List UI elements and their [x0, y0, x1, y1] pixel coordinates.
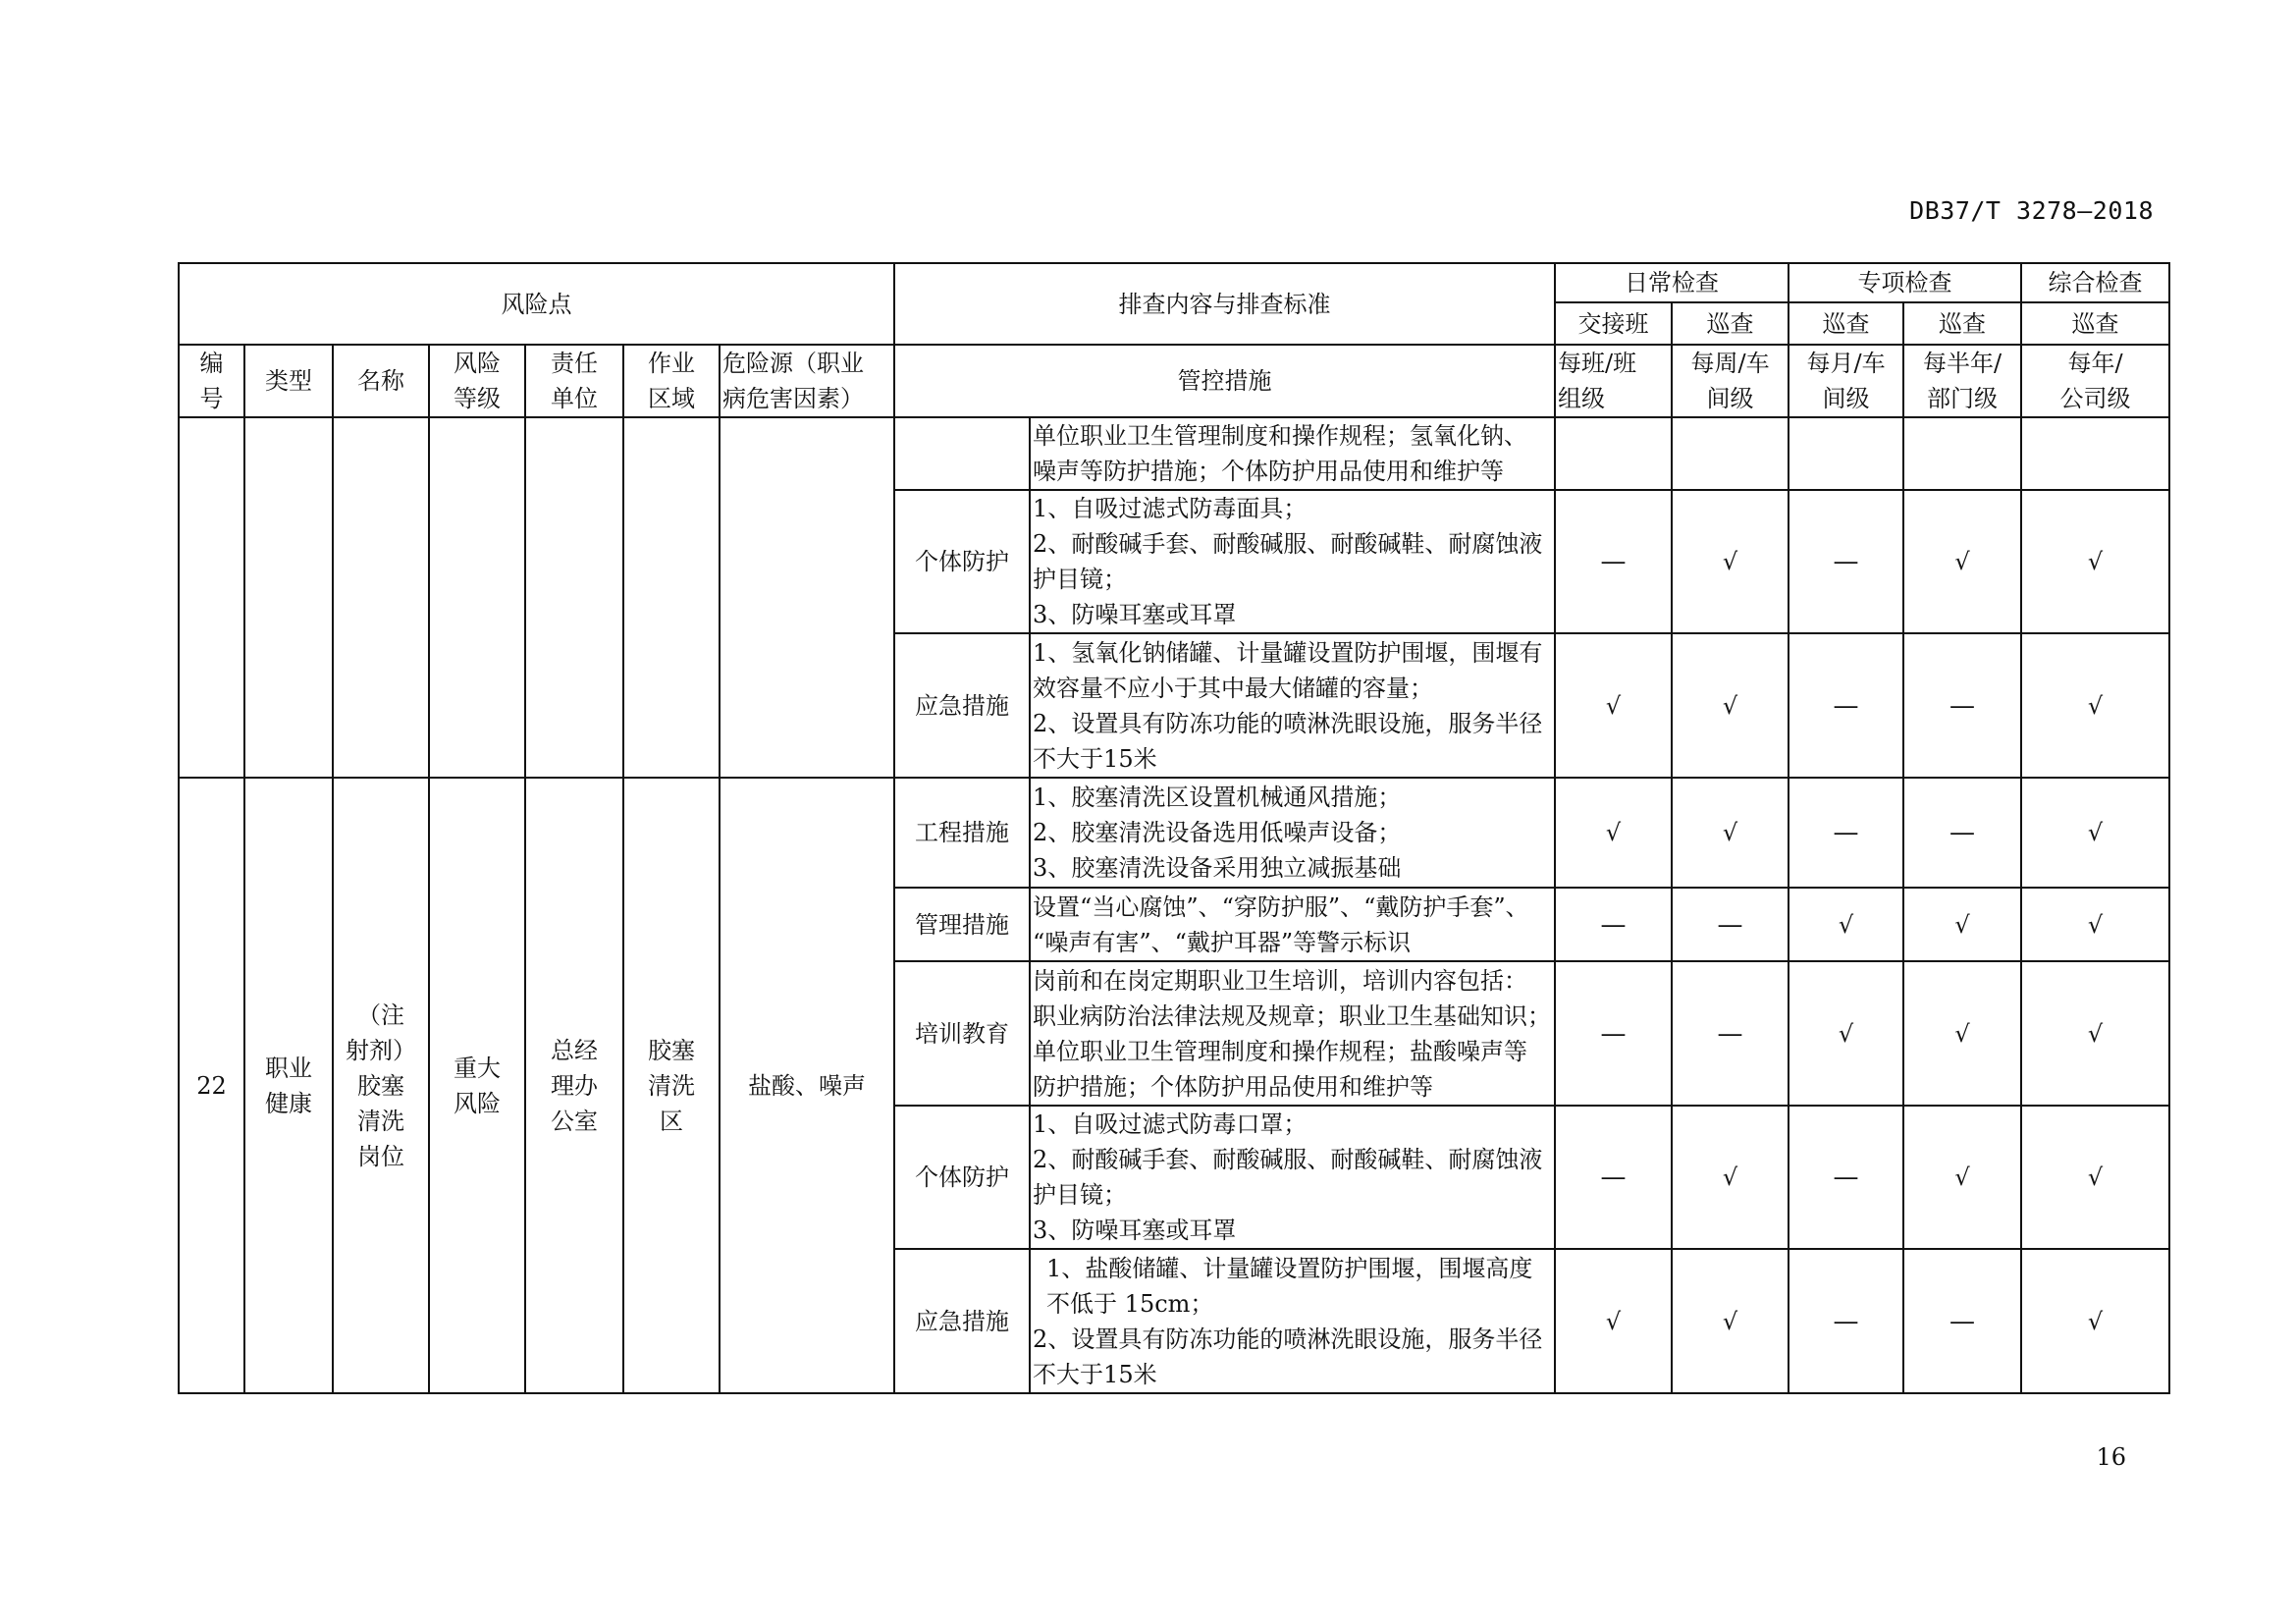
check-cell — [1789, 417, 1903, 490]
check-cell: — — [1555, 888, 1672, 961]
measure-category: 个体防护 — [894, 490, 1030, 633]
measure-category: 工程措施 — [894, 778, 1030, 888]
check-cell: — — [1903, 1249, 2021, 1393]
check-cell: — — [1555, 490, 1672, 633]
risk-point-header: 风险点 — [179, 263, 894, 345]
entry-type-cell: 职业 健康 — [244, 778, 333, 1393]
patrol-header-2: 巡查 — [1789, 302, 1903, 345]
check-cell: — — [1789, 1106, 1903, 1249]
measure-category: 个体防护 — [894, 1106, 1030, 1249]
check-cell: √ — [1789, 961, 1903, 1106]
check-cell — [1903, 417, 2021, 490]
measure-content: 单位职业卫生管理制度和操作规程；氢氧化钠、 噪声等防护措施；个体防护用品使用和维护等 — [1030, 417, 1555, 490]
col-level-header: 风险 等级 — [429, 345, 525, 417]
shift-handover-header: 交接班 — [1555, 302, 1672, 345]
check-cell — [1555, 417, 1672, 490]
header-row-3 — [179, 345, 2169, 417]
col-no-header: 编 号 — [179, 345, 244, 417]
col-measures-header: 管控措施 — [894, 345, 1555, 417]
check-cell: √ — [1903, 490, 2021, 633]
prev-hazard-cell — [720, 417, 894, 778]
patrol-header-1: 巡查 — [1672, 302, 1789, 345]
entry-area-cell: 胶塞 清洗 区 — [623, 778, 720, 1393]
header-row-1 — [179, 263, 2169, 302]
check-cell: √ — [1555, 778, 1672, 888]
check-cell: √ — [2021, 961, 2169, 1106]
comprehensive-check-header: 综合检查 — [2021, 263, 2169, 302]
measure-content: 1、自吸过滤式防毒面具； 2、耐酸碱手套、耐酸碱服、耐酸碱鞋、耐腐蚀液 护目镜； 3、防噪耳塞或耳罩 — [1030, 490, 1555, 633]
entry-hazard-cell: 盐酸、噪声 — [720, 778, 894, 1393]
measure-content: 1、胶塞清洗区设置机械通风措施； 2、胶塞清洗设备选用低噪声设备； 3、胶塞清洗设备采用独立减振基础 — [1030, 778, 1555, 888]
entry-unit-cell: 总经 理办 公室 — [525, 778, 623, 1393]
measure-content: 1、自吸过滤式防毒口罩； 2、耐酸碱手套、耐酸碱服、耐酸碱鞋、耐腐蚀液 护目镜； 3、防噪耳塞或耳罩 — [1030, 1106, 1555, 1249]
entry-no-cell: 22 — [179, 778, 244, 1393]
daily-check-header: 日常检查 — [1555, 263, 1789, 302]
check-cell: √ — [2021, 778, 2169, 888]
freq-header-2: 每周/车 间级 — [1672, 345, 1789, 417]
entry-name-cell: （注 射剂） 胶塞 清洗 岗位 — [333, 778, 429, 1393]
col-unit-header: 责任 单位 — [525, 345, 623, 417]
patrol-header-3: 巡查 — [1903, 302, 2021, 345]
check-cell: — — [1789, 633, 1903, 778]
prev-unit-cell — [525, 417, 623, 778]
prev-name-cell — [333, 417, 429, 778]
check-cell: √ — [2021, 1106, 2169, 1249]
col-name-header: 名称 — [333, 345, 429, 417]
page-number: 16 — [2096, 1443, 2126, 1471]
check-cell: √ — [1789, 888, 1903, 961]
check-cell: √ — [1672, 1106, 1789, 1249]
freq-header-1: 每班/班 组级 — [1555, 345, 1672, 417]
col-type-header: 类型 — [244, 345, 333, 417]
measure-category: 管理措施 — [894, 888, 1030, 961]
table-row — [179, 417, 2169, 490]
check-cell: √ — [1903, 961, 2021, 1106]
check-cell: √ — [1903, 1106, 2021, 1249]
check-cell: √ — [1672, 778, 1789, 888]
freq-header-4: 每半年/ 部门级 — [1903, 345, 2021, 417]
content-standard-header: 排查内容与排查标准 — [894, 263, 1555, 345]
measure-category — [894, 417, 1030, 490]
check-cell: √ — [2021, 490, 2169, 633]
measure-category: 培训教育 — [894, 961, 1030, 1106]
check-cell: — — [1672, 961, 1789, 1106]
check-cell: √ — [1672, 490, 1789, 633]
check-cell: — — [1555, 1106, 1672, 1249]
prev-level-cell — [429, 417, 525, 778]
check-cell: — — [1789, 1249, 1903, 1393]
prev-area-cell — [623, 417, 720, 778]
check-cell: √ — [1903, 888, 2021, 961]
prev-type-cell — [244, 417, 333, 778]
table-row — [179, 778, 2169, 888]
check-cell: √ — [1672, 633, 1789, 778]
check-cell: — — [1789, 490, 1903, 633]
risk-check-table — [178, 262, 2170, 1394]
freq-header-3: 每月/车 间级 — [1789, 345, 1903, 417]
measure-content: 1、盐酸储罐、计量罐设置防护围堰，围堰高度 不低于 15cm； 2、设置具有防冻功能的喷淋洗眼设施，服务半径 不大于15米 — [1030, 1249, 1555, 1393]
check-cell: √ — [1672, 1249, 1789, 1393]
check-cell: √ — [1555, 633, 1672, 778]
check-cell: √ — [2021, 633, 2169, 778]
measure-content: 岗前和在岗定期职业卫生培训，培训内容包括： 职业病防治法律法规及规章；职业卫生基础知识； 单位职业卫生管理制度和操作规程；盐酸噪声等 防护措施；个体防护用品使用和维护等 — [1030, 961, 1555, 1106]
measure-content: 1、氢氧化钠储罐、计量罐设置防护围堰，围堰有 效容量不应小于其中最大储罐的容量； 2、设置具有防冻功能的喷淋洗眼设施，服务半径 不大于15米 — [1030, 633, 1555, 778]
entry-level-cell: 重大 风险 — [429, 778, 525, 1393]
check-cell: √ — [2021, 888, 2169, 961]
freq-header-5: 每年/ 公司级 — [2021, 345, 2169, 417]
measure-category: 应急措施 — [894, 1249, 1030, 1393]
check-cell: — — [1903, 778, 2021, 888]
check-cell: — — [1789, 778, 1903, 888]
measure-category: 应急措施 — [894, 633, 1030, 778]
check-cell: — — [1555, 961, 1672, 1106]
check-cell — [1672, 417, 1789, 490]
col-hazard-header: 危险源（职业 病危害因素） — [720, 345, 894, 417]
patrol-header-4: 巡查 — [2021, 302, 2169, 345]
check-cell — [2021, 417, 2169, 490]
check-cell: — — [1903, 633, 2021, 778]
special-check-header: 专项检查 — [1789, 263, 2021, 302]
check-cell: √ — [1555, 1249, 1672, 1393]
col-area-header: 作业 区域 — [623, 345, 720, 417]
document-code: DB37/T 3278—2018 — [1909, 196, 2154, 225]
prev-no-cell — [179, 417, 244, 778]
check-cell: √ — [2021, 1249, 2169, 1393]
check-cell: — — [1672, 888, 1789, 961]
measure-content: 设置“当心腐蚀”、“穿防护服”、“戴防护手套”、 “噪声有害”、“戴护耳器”等警示标识 — [1030, 888, 1555, 961]
